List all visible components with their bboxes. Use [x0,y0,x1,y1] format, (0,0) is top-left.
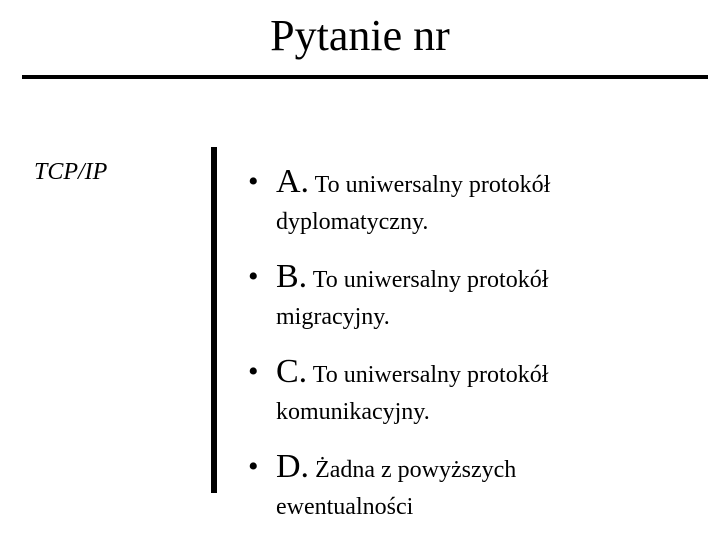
bullet-icon: • [248,355,259,388]
answer-option-c[interactable] [248,350,688,427]
answer-option-d[interactable] [248,445,688,522]
answer-text-line2: dyplomatyczny. [276,209,429,235]
answer-list [248,160,688,540]
vertical-divider [211,147,217,493]
answer-letter: A. [276,163,310,200]
title-underline [22,75,708,79]
answer-option-b[interactable] [248,255,688,332]
bullet-icon: • [248,450,259,483]
question-topic: TCP/IP [34,159,108,185]
answer-text-line1: To uniwersalny protokół [314,172,551,198]
answer-text-line2: ewentualności [276,494,414,520]
slide-title: Pytanie nr [270,11,450,60]
bullet-icon: • [248,260,259,293]
bullet-icon: • [248,165,259,198]
answer-text-line1: To uniwersalny protokół [312,267,549,293]
answer-option-a[interactable] [248,160,688,237]
answer-letter: C. [276,353,308,390]
answer-text-line2: komunikacyjny. [276,399,430,425]
answer-letter: D. [276,448,310,485]
answer-text-line1: Żadna z powyższych [315,457,517,483]
answer-letter: B. [276,258,308,295]
answer-text-line1: To uniwersalny protokół [312,362,549,388]
answer-text-line2: migracyjny. [276,304,390,330]
